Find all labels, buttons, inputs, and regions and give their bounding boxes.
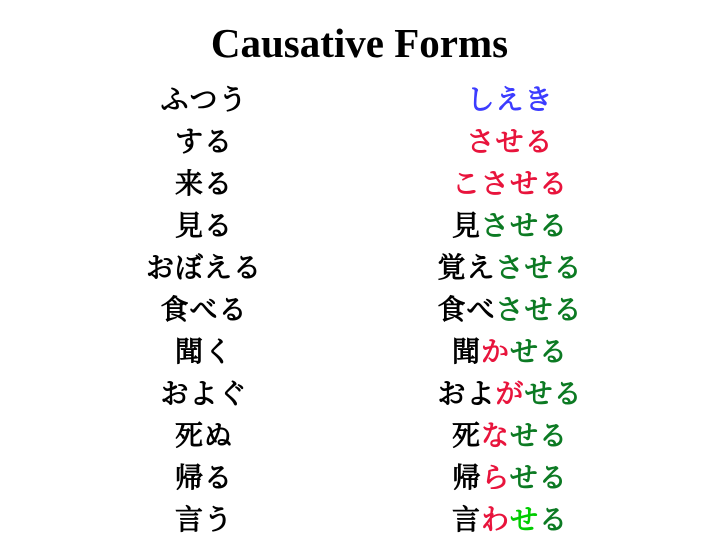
table-row [0,413,719,455]
causative-segment: 言 [451,503,481,536]
table-row [0,455,719,497]
table-row [0,245,719,287]
table-row [0,497,719,539]
causative-segment: 死 [451,419,481,452]
table-row [0,77,719,119]
causative-form [452,498,568,538]
causative-form [452,162,568,202]
causative-segment: させる [495,251,583,284]
causative-segment: か [480,335,511,368]
causative-form [452,204,568,244]
causative-segment: せる [510,419,569,452]
causative-segment: せる [509,461,568,494]
causative-segment: 聞 [451,335,481,368]
causative-form [452,414,568,454]
causative-segment: せ [510,503,540,536]
plain-form: 見る [174,209,234,242]
causative-segment: 食べ [437,293,496,326]
causative-segment: させる [481,209,569,242]
plain-form: 来る [174,167,234,200]
causative-segment: せる [510,335,569,368]
causative-segment: 見 [451,209,481,242]
table-row [0,371,719,413]
plain-form: 死ぬ [174,419,234,452]
causative-segment: しえき [466,83,554,116]
table-row [0,203,719,245]
causative-form [466,78,553,118]
causative-segment: させる [495,293,583,326]
plain-form: 帰る [174,461,234,494]
plain-form: 言う [174,503,234,536]
causative-segment: わ [480,503,510,536]
table-row [0,161,719,203]
causative-form [437,246,582,286]
causative-form [452,330,568,370]
table-row [0,287,719,329]
causative-form [437,372,582,412]
causative-segment: 覚え [437,251,496,284]
causative-segment: させる [466,125,554,158]
plain-form: ふつう [160,83,248,116]
table-row [0,119,719,161]
plain-form: およぐ [160,377,248,410]
plain-form: おぼえる [145,251,263,284]
causative-form [466,120,553,160]
plain-form: 聞く [174,335,234,368]
plain-form: 食べる [160,293,248,326]
causative-segment: な [480,419,511,452]
causative-segment: が [495,377,525,410]
table-row [0,329,719,371]
causative-segment: る [539,503,569,536]
causative-segment: せる [524,377,583,410]
causative-segment: ら [481,461,510,494]
causative-form [452,456,567,496]
conjugation-table [0,77,719,539]
page-title: Causative Forms [210,20,509,66]
causative-segment: およ [437,377,496,410]
causative-segment: 帰 [452,461,482,494]
causative-segment: こさせる [451,167,569,200]
causative-form [437,288,582,328]
plain-form: する [174,125,234,158]
